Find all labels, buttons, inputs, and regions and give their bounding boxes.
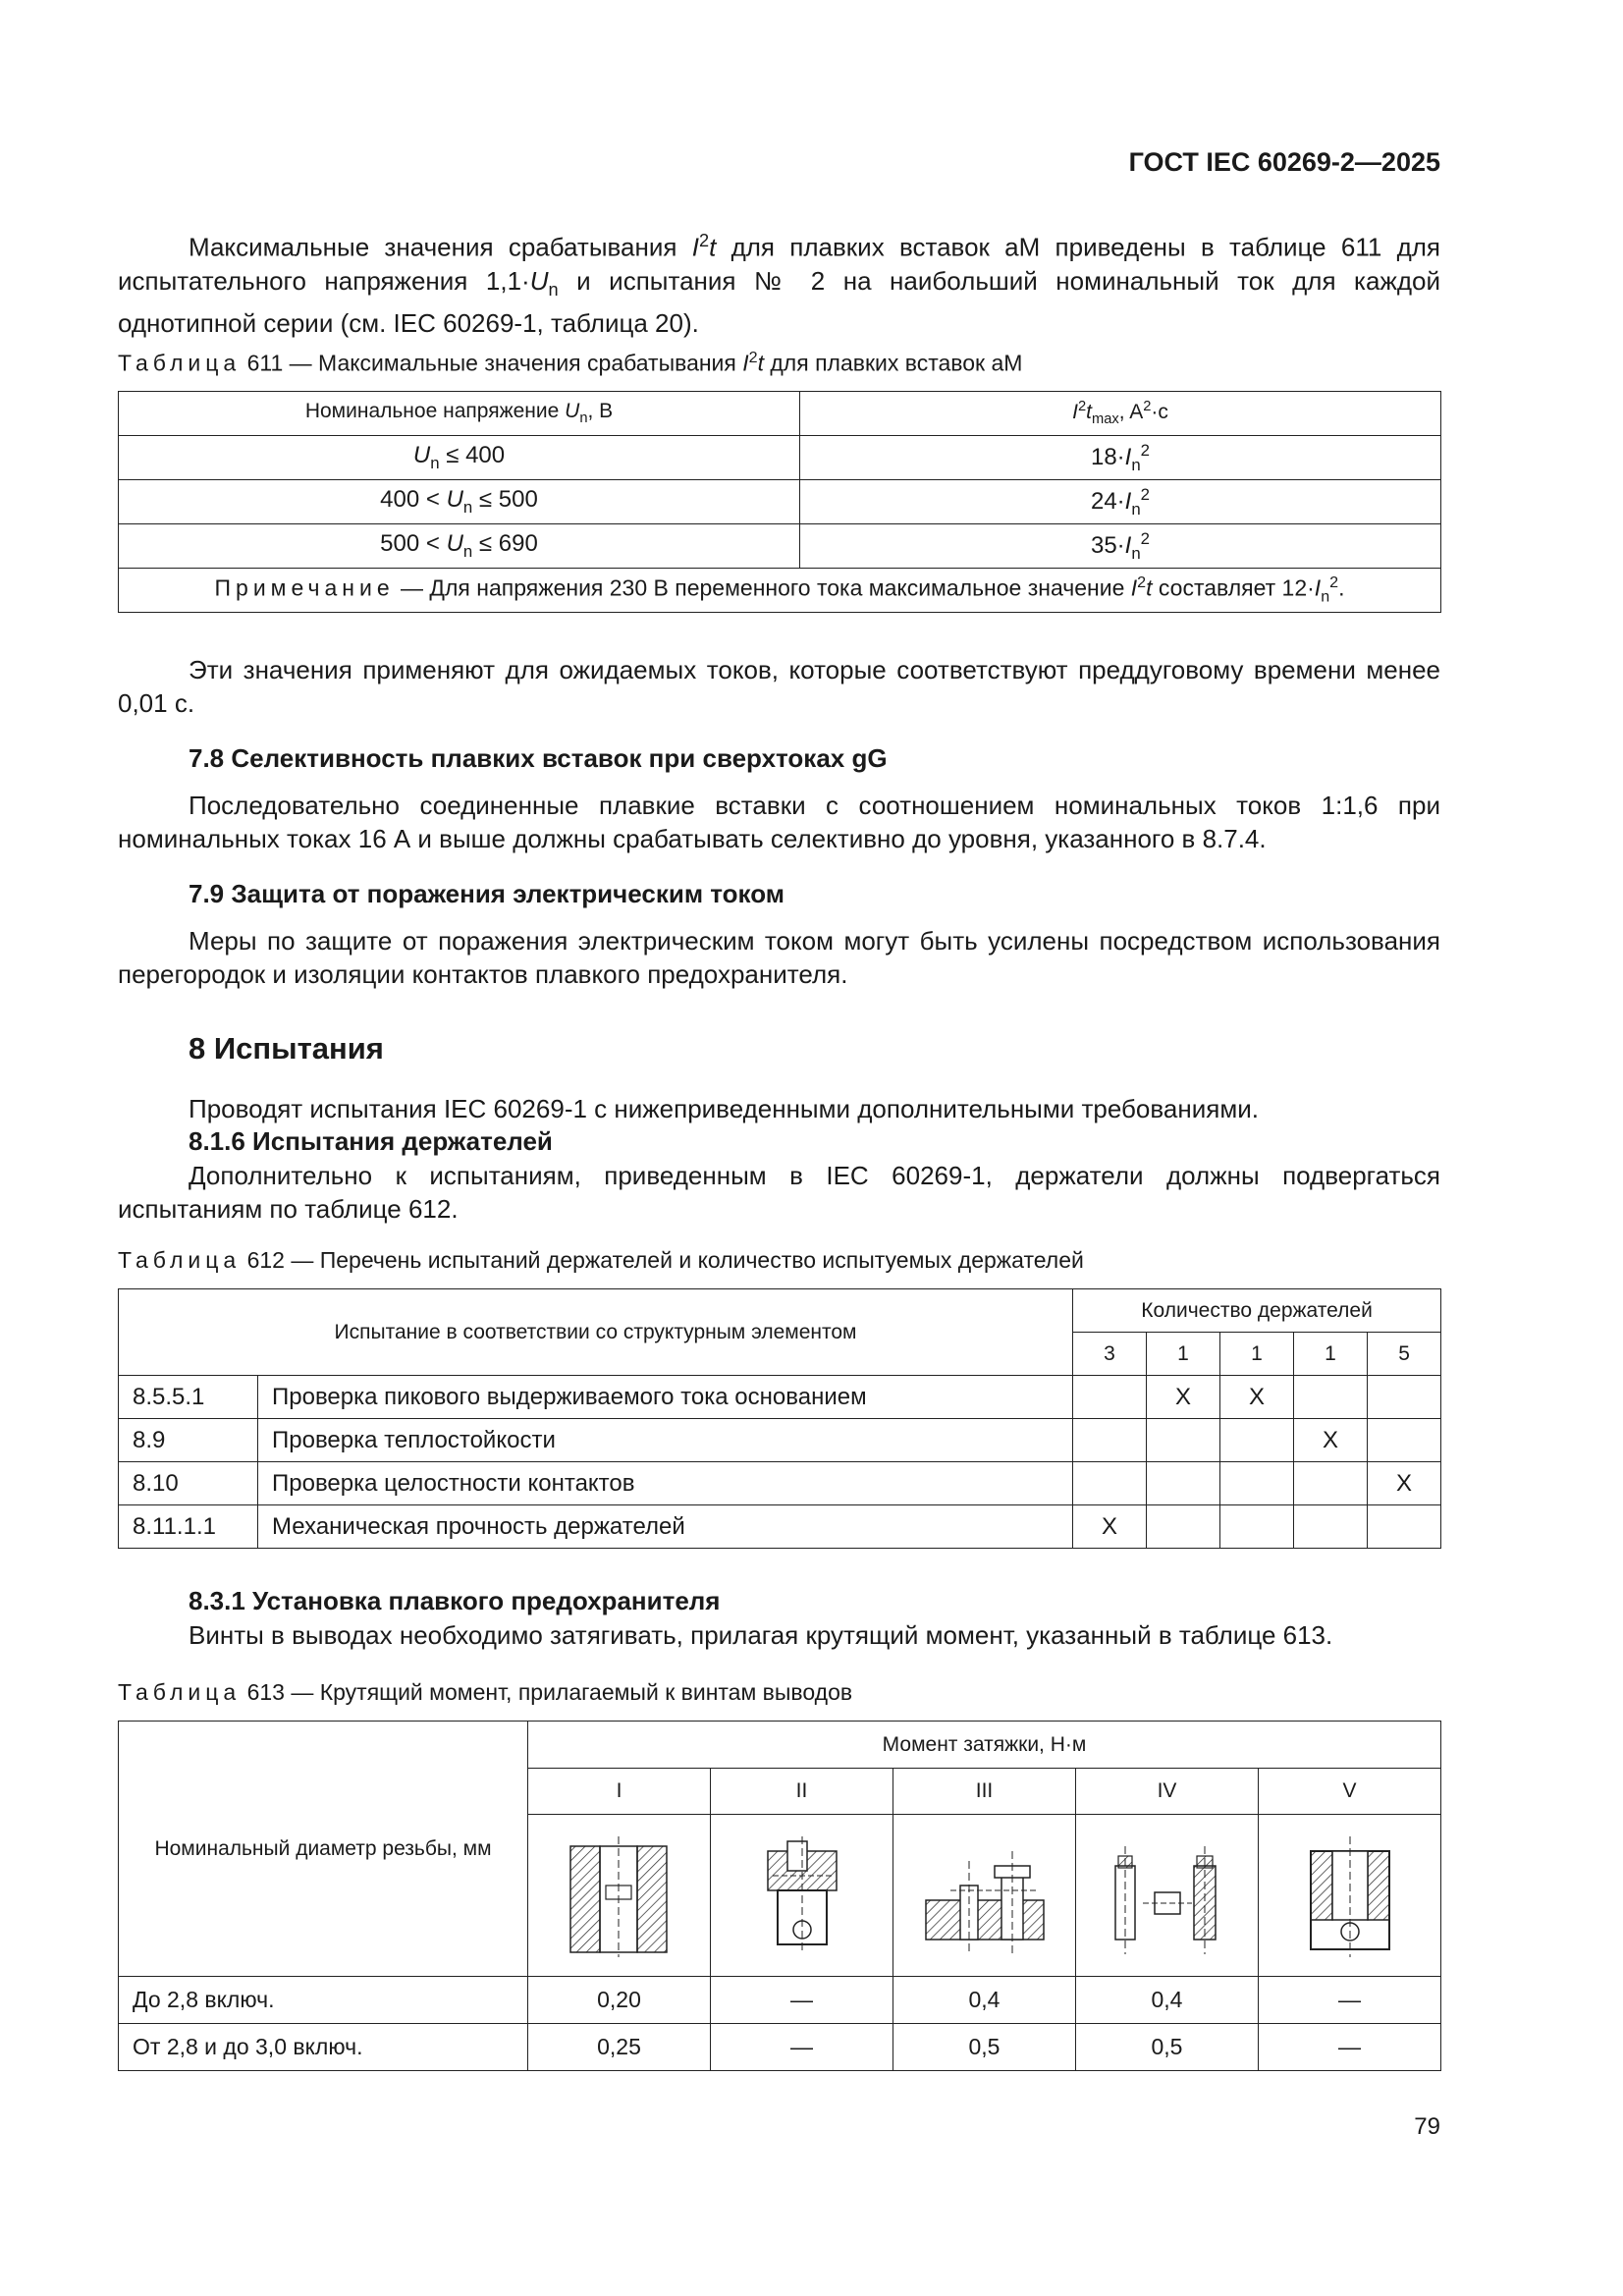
- column-label: V: [1259, 1769, 1441, 1815]
- i2t-cell: $18\cdot I_n^2$: [800, 436, 1441, 480]
- clause-cell: 8.9: [119, 1419, 258, 1462]
- torque-cell: 0,20: [528, 1977, 711, 2024]
- mark-cell: X: [1220, 1376, 1294, 1419]
- table-612-caption: Таблица 612 — Перечень испытаний держателей и количество испытуемых держателей: [118, 1247, 1084, 1273]
- section-8-3-1-title: 8.3.1 Установка плавкого предохранителя: [189, 1586, 721, 1615]
- table-611-col-i2t: $I^2t_{max}$, $A^2\cdot с$: [800, 392, 1441, 436]
- table-612: [118, 1288, 1441, 1549]
- torque-cell: —: [1259, 1977, 1441, 2024]
- table-row: [119, 524, 1441, 569]
- table-row: [119, 2024, 1441, 2071]
- table-612-header-row: [119, 1289, 1441, 1333]
- voltage-cell: $U_n \le 400$: [119, 436, 800, 480]
- table-row: [119, 436, 1441, 480]
- table-613-col-diameter: Номинальный диаметр резьбы, мм: [119, 1722, 528, 1977]
- terminal-drawing-i: [528, 1815, 711, 1977]
- section-7-9-title: 7.9 Защита от поражения электрическим током: [189, 879, 785, 908]
- screw-terminal-iv-icon: [1104, 1831, 1231, 1959]
- torque-cell: 0,25: [528, 2024, 711, 2071]
- clause-cell: 8.5.5.1: [119, 1376, 258, 1419]
- table-611-header-row: [119, 392, 1441, 436]
- screw-terminal-ii-icon: [748, 1831, 856, 1959]
- section-8-3-1-text: Винты в выводах необходимо затягивать, прилагая крутящий момент, указанный в таблице 613.: [189, 1620, 1333, 1650]
- test-name-cell: Проверка теплостойкости: [258, 1419, 1073, 1462]
- column-label: I: [528, 1769, 711, 1815]
- mark-cell: [1294, 1376, 1368, 1419]
- section-7-9-text: Меры по защите от поражения электрическим током могут быть усилены посредством использования перегородок и изоляции контактов плавкого предохранителя.: [118, 926, 1440, 989]
- mark-cell: X: [1147, 1376, 1220, 1419]
- mark-cell: [1073, 1376, 1147, 1419]
- mark-cell: [1368, 1376, 1441, 1419]
- paragraph-after-611: Эти значения применяют для ожидаемых токов, которые соответствуют преддуговому времени менее 0,01 с.: [118, 655, 1440, 718]
- mark-cell: X: [1294, 1419, 1368, 1462]
- table-row: [119, 1977, 1441, 2024]
- mark-cell: [1220, 1462, 1294, 1505]
- table-611-col-voltage: Номинальное напряжение $U_n$, В: [119, 392, 800, 436]
- table-row: [119, 1505, 1441, 1549]
- mark-cell: X: [1368, 1462, 1441, 1505]
- section-7-8-title: 7.8 Селективность плавких вставок при сверхтоках gG: [189, 743, 888, 773]
- section-7-8-text: Последовательно соединенные плавкие вставки с соотношением номинальных токов 1:1,6 при номинальных токах 16 А и выше должны срабатывать селективно до уровня, указанного в 8.7.4.: [118, 791, 1440, 853]
- table-611-note: Примечание — Для напряжения 230 В переменного тока максимальное значение $I^2t$ составляет $12\cdot I_n^2$.: [119, 569, 1441, 613]
- mark-cell: [1368, 1419, 1441, 1462]
- column-label: IV: [1076, 1769, 1259, 1815]
- voltage-cell: $400 < U_n \le 500$: [119, 480, 800, 524]
- mark-cell: [1294, 1462, 1368, 1505]
- torque-cell: —: [1259, 2024, 1441, 2071]
- voltage-cell: $500 < U_n \le 690$: [119, 524, 800, 569]
- page-number: 79: [1414, 2113, 1440, 2140]
- clause-cell: 8.11.1.1: [119, 1505, 258, 1549]
- mark-cell: [1220, 1505, 1294, 1549]
- mark-cell: X: [1073, 1505, 1147, 1549]
- column-label: III: [893, 1769, 1076, 1815]
- test-name-cell: Механическая прочность держателей: [258, 1505, 1073, 1549]
- torque-cell: —: [711, 1977, 893, 2024]
- count-cell: 1: [1220, 1333, 1294, 1376]
- section-8-1-6-text: Дополнительно к испытаниям, приведенным в IEC 60269-1, держатели должны подвергаться испытаниям по таблице 612.: [118, 1161, 1440, 1224]
- table-row: [119, 1419, 1441, 1462]
- torque-cell: —: [711, 2024, 893, 2071]
- terminal-drawing-ii: [711, 1815, 893, 1977]
- section-8-text: Проводят испытания IEC 60269-1 с нижеприведенными дополнительными требованиями.: [189, 1094, 1259, 1123]
- torque-cell: 0,4: [1076, 1977, 1259, 2024]
- table-613-col-torque: Момент затяжки, Н·м: [528, 1722, 1441, 1769]
- column-label: II: [711, 1769, 893, 1815]
- table-613-header-row: [119, 1722, 1441, 1769]
- mark-cell: [1147, 1419, 1220, 1462]
- screw-terminal-i-icon: [561, 1831, 678, 1959]
- i2t-cell: $35\cdot I_n^2$: [800, 524, 1441, 569]
- terminal-drawing-v: [1259, 1815, 1441, 1977]
- count-cell: 1: [1294, 1333, 1368, 1376]
- diameter-cell: До 2,8 включ.: [119, 1977, 528, 2024]
- mark-cell: [1147, 1505, 1220, 1549]
- count-cell: 1: [1147, 1333, 1220, 1376]
- test-name-cell: Проверка целостности контактов: [258, 1462, 1073, 1505]
- table-612-col-count: Количество держателей: [1073, 1289, 1441, 1333]
- count-cell: 5: [1368, 1333, 1441, 1376]
- torque-cell: 0,4: [893, 1977, 1076, 2024]
- table-611-note-row: [119, 569, 1441, 613]
- intro-paragraph: Максимальные значения срабатывания $I^2t$ для плавких вставок aM приведены в таблице 611 для испытательного напряжения $1,1\cdot U_n$ и испытания № 2 на наибольший номинальный ток для каждой однотипной серии (см. IEC 60269-1, таблица 20).: [118, 231, 1441, 338]
- test-name-cell: Проверка пикового выдерживаемого тока основанием: [258, 1376, 1073, 1419]
- screw-terminal-iii-icon: [921, 1831, 1049, 1959]
- table-613: [118, 1721, 1441, 2071]
- torque-cell: 0,5: [1076, 2024, 1259, 2071]
- table-row: [119, 480, 1441, 524]
- document-header: ГОСТ IEC 60269-2—2025: [1128, 147, 1440, 177]
- table-611-caption: Таблица 611 — Максимальные значения срабатывания $I^2t$ для плавких вставок aM: [118, 349, 1023, 376]
- table-611: [118, 391, 1441, 613]
- mark-cell: [1294, 1505, 1368, 1549]
- mark-cell: [1073, 1462, 1147, 1505]
- table-613-caption: Таблица 613 — Крутящий момент, прилагаемый к винтам выводов: [118, 1679, 853, 1705]
- terminal-drawing-iii: [893, 1815, 1076, 1977]
- table-row: [119, 1376, 1441, 1419]
- i2t-cell: $24\cdot I_n^2$: [800, 480, 1441, 524]
- terminal-drawing-iv: [1076, 1815, 1259, 1977]
- clause-cell: 8.10: [119, 1462, 258, 1505]
- torque-cell: 0,5: [893, 2024, 1076, 2071]
- count-cell: 3: [1073, 1333, 1147, 1376]
- mark-cell: [1220, 1419, 1294, 1462]
- diameter-cell: От 2,8 и до 3,0 включ.: [119, 2024, 528, 2071]
- table-row: [119, 1462, 1441, 1505]
- mark-cell: [1368, 1505, 1441, 1549]
- section-8-1-6-title: 8.1.6 Испытания держателей: [189, 1126, 553, 1156]
- mark-cell: [1073, 1419, 1147, 1462]
- section-8-title: 8 Испытания: [189, 1031, 384, 1066]
- table-612-col-test: Испытание в соответствии со структурным элементом: [119, 1289, 1073, 1376]
- screw-terminal-v-icon: [1296, 1831, 1404, 1959]
- mark-cell: [1147, 1462, 1220, 1505]
